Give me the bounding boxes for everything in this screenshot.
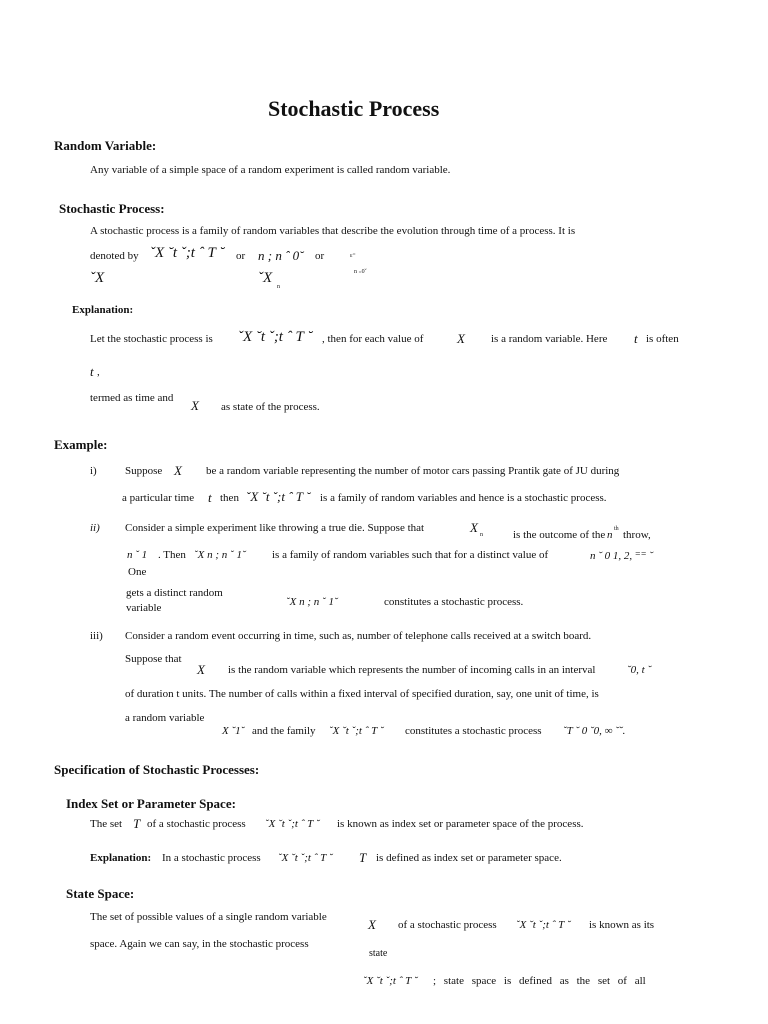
epsilon-symbol: ε⁼ <box>350 253 356 259</box>
index-set-line-c: is known as index set or parameter space of the process. <box>337 818 584 830</box>
family-x-bracket: ˇX <box>90 270 105 286</box>
example-ii-gets-2: variable <box>126 602 162 614</box>
family-t-expression-3: ˇX ˘t ˇ;t ˆ T ˘ <box>246 489 311 504</box>
explanation-line1-d: is often <box>646 333 679 345</box>
example-ii-line1-a: Consider a simple experiment like throwing a true die. Suppose that <box>125 522 425 534</box>
n-values: n ˘ 0 1, 2, ⁼⁼ ˘ <box>590 550 653 562</box>
x-of-t-3: X <box>174 463 182 478</box>
example-ii-marker: ii) <box>90 522 100 534</box>
or-label-2: or <box>315 250 325 262</box>
page-title: Stochastic Process <box>268 96 440 121</box>
x-of-t: X <box>457 331 465 346</box>
x-of-1: X ˘1˘ <box>222 725 245 737</box>
nth-symbol: n <box>607 529 613 541</box>
example-i-marker: i) <box>90 465 97 477</box>
family-t-expression-7: ˇX ˘t ˇ;t ˆ T ˘ <box>516 919 571 931</box>
state-space-line1-b: of a stochastic process <box>398 919 497 931</box>
family-n-condition: n ; n ˆ 0˘ <box>258 248 304 263</box>
spec-explanation-label: Explanation: <box>90 852 152 864</box>
xn-symbol: X <box>470 520 478 535</box>
xn-constitutes-expression: ˇX n ; n ˇ 1˘ <box>286 596 338 608</box>
stochastic-process-heading: Stochastic Process: <box>59 201 165 216</box>
family-t-expression: ˇX ˘t ˇ;t ˆ T ˘ <box>150 245 225 261</box>
example-ii-line2-b: is a family of random variables such that for a distinct value of <box>272 549 549 561</box>
xn-symbol-subscript: n <box>480 532 483 538</box>
random-variable-definition: Any variable of a simple space of a random experiment is called random variable. <box>90 164 451 176</box>
explanation-line1-b: , then for each value of <box>322 333 424 345</box>
denoted-by-label: denoted by <box>90 250 139 262</box>
example-ii-constitutes: constitutes a stochastic process. <box>384 596 524 608</box>
family-t-expression-4: ˇX ˘t ˇ;t ˆ T ˘ <box>329 725 384 737</box>
t-set-symbol-2: T <box>359 850 367 865</box>
index-set-line-b: of a stochastic process <box>147 818 246 830</box>
x-of-t-5: X <box>368 917 376 932</box>
explanation-line1-c: is a random variable. Here <box>491 333 608 345</box>
state-space-line1-c: is known as its <box>589 919 655 931</box>
xn-subscript: n <box>277 284 280 290</box>
example-iii-line3: of duration t units. The number of calls within a fixed interval of specified duration, say, one unit of time, is <box>125 688 599 700</box>
random-variable-heading: Random Variable: <box>54 138 157 153</box>
example-ii-line1-c: throw, <box>623 529 651 541</box>
family-t-expression-8: ˇX ˘t ˇ;t ˆ T ˘ <box>363 975 418 987</box>
family-t-expression-6: ˇX ˘t ˇ;t ˆ T ˘ <box>278 852 333 864</box>
example-i-then: then <box>220 492 239 504</box>
specification-heading: Specification of Stochastic Processes: <box>54 762 260 777</box>
x-of-t-2: X <box>191 398 199 413</box>
explanation-line3-a: termed as time and <box>90 392 174 404</box>
stochastic-definition-line1: A stochastic process is a family of random variables that describe the evolution through time of a process. It is <box>90 225 576 237</box>
example-iii-line4-c: constitutes a stochastic process <box>405 725 542 737</box>
or-label-1: or <box>236 250 246 262</box>
state-word: state <box>369 948 388 959</box>
example-ii-line1-b: is the outcome of the <box>513 529 606 541</box>
example-i-suppose: Suppose <box>125 465 163 477</box>
n-ge-1: n ˇ 1 <box>127 549 148 561</box>
example-iii-line4-b: and the family <box>252 725 316 737</box>
family-t-expression-2: ˇX ˘t ˇ;t ˆ T ˘ <box>238 329 313 345</box>
index-set-heading: Index Set or Parameter Space: <box>66 796 236 811</box>
state-space-line2: space. Again we can say, in the stochastic process <box>90 938 309 950</box>
family-xn-bracket: ˇX <box>258 270 273 286</box>
index-set-line-a: The set <box>90 818 123 830</box>
example-iii-line4-a: a random variable <box>125 712 205 724</box>
n-ge-zero: n ₌0˘ <box>354 269 367 275</box>
example-iii-line1: Consider a random event occurring in time, such as, number of telephone calls received at a switch board. <box>125 630 592 642</box>
x-of-t-4: X <box>197 662 205 677</box>
explanation-line1-a: Let the stochastic process is <box>90 333 213 345</box>
family-t-expression-5: ˇX ˘t ˇ;t ˆ T ˘ <box>265 818 320 830</box>
example-iii-suppose: Suppose that <box>125 653 182 665</box>
explanation-line2: , <box>97 366 100 378</box>
example-iii-marker: iii) <box>90 630 103 642</box>
t-symbol-3: t <box>208 490 212 505</box>
explanation-line3-b: as state of the process. <box>221 401 320 413</box>
explanation-heading: Explanation: <box>72 304 134 316</box>
family-n-expression: ˇX n ; n ˇ 1˘ <box>194 549 246 561</box>
example-ii-one: One <box>128 566 147 578</box>
example-ii-gets-1: gets a distinct random <box>126 587 223 599</box>
interval-expression: ˘0, t ˘ <box>627 664 652 676</box>
example-ii-then: . Then <box>158 549 186 561</box>
t-range-expression: ˇT ˘ 0 ˘0, ∞ ˘˘. <box>563 725 626 737</box>
example-i-line1: be a random variable representing the number of motor cars passing Prantik gate of JU during <box>206 465 620 477</box>
example-i-line2-c: is a family of random variables and hence is a stochastic process. <box>320 492 607 504</box>
example-iii-line2: is the random variable which represents the number of incoming calls in an interval <box>228 664 596 676</box>
state-space-heading: State Space: <box>66 886 135 901</box>
t-symbol: t <box>634 331 638 346</box>
state-space-line1-a: The set of possible values of a single random variable <box>90 911 327 923</box>
state-space-line3: ; state space is defined as the set of all <box>433 975 646 987</box>
spec-explanation-b: is defined as index set or parameter space. <box>376 852 562 864</box>
example-heading: Example: <box>54 437 108 452</box>
t-symbol-2: t <box>90 364 94 379</box>
t-set-symbol: T <box>133 816 141 831</box>
nth-superscript: th <box>614 526 619 532</box>
spec-explanation-a: In a stochastic process <box>162 852 261 864</box>
example-i-line2-a: a particular time <box>122 492 195 504</box>
